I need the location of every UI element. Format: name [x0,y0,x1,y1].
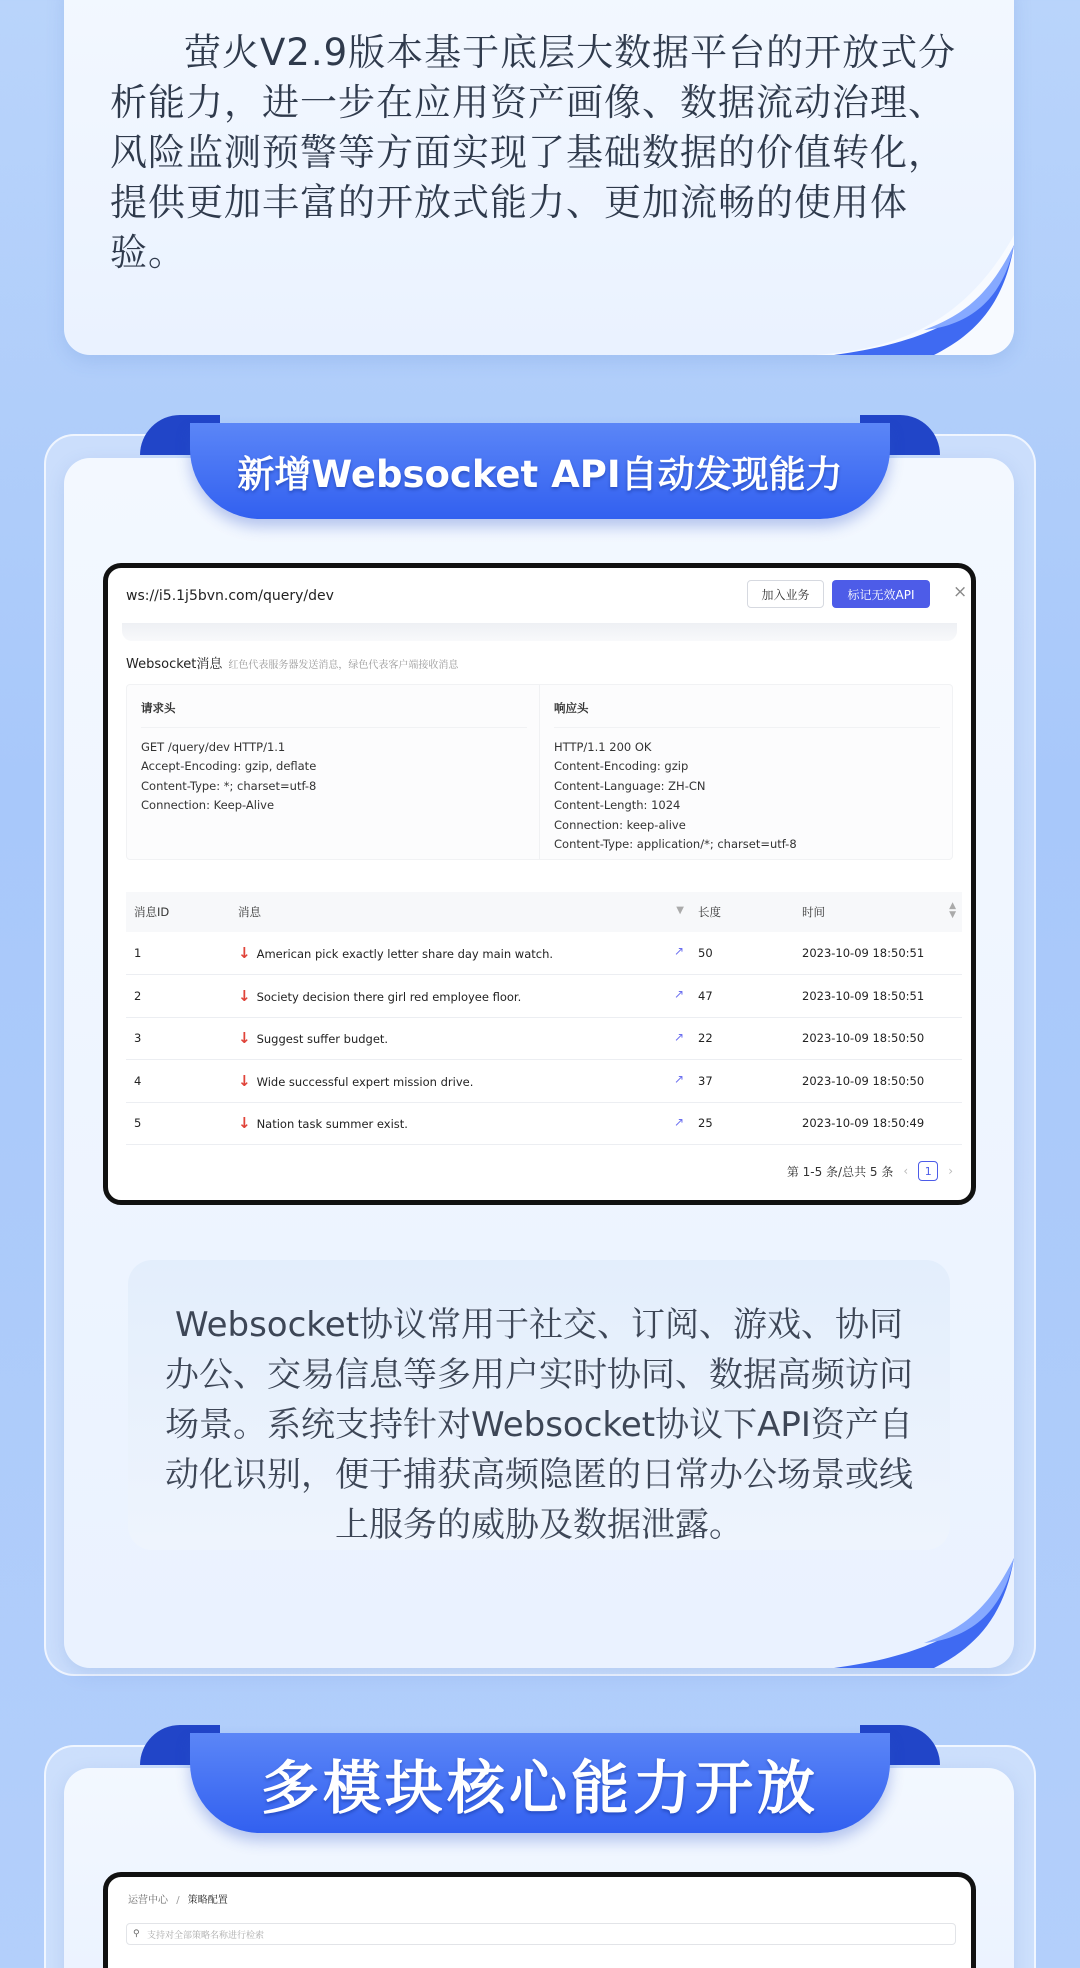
description-text: Websocket协议常用于社交、订阅、游戏、协同办公、交易信息等多用户实时协同、数据高频访问场景。系统支持针对Websocket协议下API资产自动化识别，便于捕获高频隐匿的日常办公场景或线上服务的威胁及数据泄露。 [165,1305,913,1545]
row-message [230,975,690,1018]
section1-ribbon [130,415,950,519]
pagination-summary: 第 1-5 条/总共 5 条 [786,1164,894,1179]
response-header-line: Content-Type: application/*; charset=utf-8 [554,837,797,851]
col-header-message[interactable] [230,892,690,932]
row-message-text: Wide successful expert mission drive. [256,1074,474,1089]
open-external-icon[interactable]: ↗ [673,987,684,1001]
row-time: 2023-10-09 18:50:51 [794,975,962,1018]
table-row[interactable] [126,1060,962,1103]
sort-icon[interactable]: ▲ ▼ [949,901,956,920]
request-headers-title: 请求头 [141,699,527,728]
section1-title: 新增Websocket API自动发现能力 [237,453,843,496]
page-curl-decoration [814,1548,1014,1668]
row-id: 2 [126,975,230,1018]
col-header-length: 长度 [690,892,794,932]
col-header-message-label: 消息 [238,905,261,919]
open-external-icon[interactable]: ↗ [673,1114,684,1129]
row-time: 2023-10-09 18:50:51 [794,932,962,975]
ws-messages-hint: 红色代表服务器发送消息，绿色代表客户端接收消息 [228,660,459,671]
divider [122,623,957,641]
response-header-line: Content-Length: 1024 [554,798,681,812]
row-message-text: Society decision there girl red employee floor. [256,989,522,1004]
arrow-down-icon: ↓ [238,1071,251,1090]
url-bar [108,568,971,623]
request-header-line: Content-Type: *; charset=utf-8 [141,778,317,793]
row-length: 25 [690,1102,794,1145]
description-box [128,1260,950,1550]
row-length: 50 [690,932,794,975]
filter-icon[interactable]: ▼ [676,905,684,916]
col-header-id: 消息ID [126,892,230,932]
row-time: 2023-10-09 18:50:50 [794,1060,962,1103]
row-time: 2023-10-09 18:50:50 [794,1017,962,1060]
response-header-line: Connection: keep-alive [554,817,686,832]
row-length: 47 [690,975,794,1018]
arrow-down-icon: ↓ [238,944,251,962]
policy-config-panel [103,1872,976,1968]
col-header-time-label: 时间 [802,905,825,919]
request-header-line: Connection: Keep-Alive [141,798,275,812]
add-to-business-button[interactable]: 加入业务 [747,580,824,608]
search-icon: ⚲ [133,1929,140,1939]
row-message-text: Suggest suffer budget. [256,1032,389,1047]
row-message [230,932,690,975]
request-header-line: Accept-Encoding: gzip, deflate [141,759,317,773]
table-row[interactable] [126,1102,962,1145]
open-external-icon[interactable]: ↗ [673,1072,684,1086]
table-row[interactable] [126,1017,962,1060]
next-page-icon[interactable]: › [948,1164,953,1178]
response-header-line: Content-Encoding: gzip [554,759,689,773]
row-message [230,1102,690,1145]
section2-title: 多模块核心能力开放 [260,1754,819,1822]
pagination [108,1145,971,1197]
row-id: 4 [126,1060,230,1103]
breadcrumb-current: 策略配置 [187,1895,228,1906]
mark-invalid-api-button[interactable]: 标记无效API [832,580,930,608]
headers-box [126,684,953,860]
table-row[interactable] [126,975,962,1018]
arrow-down-icon: ↓ [238,1029,251,1048]
row-length: 37 [690,1060,794,1103]
arrow-down-icon: ↓ [238,986,251,1005]
ws-messages-label: Websocket消息 [126,657,223,672]
row-id: 3 [126,1017,230,1060]
row-message [230,1060,690,1103]
row-message-text: American pick exactly letter share day main watch. [256,947,554,961]
arrow-down-icon: ↓ [238,1114,251,1133]
messages-table [126,892,962,1145]
response-header-line: Content-Language: ZH-CN [554,778,706,793]
row-length: 22 [690,1017,794,1060]
search-placeholder: 支持对全部策略名称进行检索 [147,1930,265,1941]
open-external-icon[interactable]: ↗ [673,944,684,958]
col-header-time[interactable] [794,892,962,932]
breadcrumb-parent[interactable]: 运营中心 [128,1895,168,1906]
request-header-line: GET /query/dev HTTP/1.1 [141,739,286,754]
policy-search-input[interactable] [126,1923,956,1945]
websocket-detail-panel [103,563,976,1205]
breadcrumb [128,1891,228,1906]
breadcrumb-separator: / [176,1895,180,1906]
response-header-line: HTTP/1.1 200 OK [554,739,652,754]
ws-url: ws://i5.1j5bvn.com/query/dev [126,587,334,604]
page-number-button[interactable]: 1 [918,1161,938,1181]
intro-text: 萤火V2.9版本基于底层大数据平台的开放式分析能力，进一步在应用资产画像、数据流动治理、风险监测预警等方面实现了基础数据的价值转化，提供更加丰富的开放式能力、更加流畅的使用体验。 [110,31,957,274]
row-message [230,1017,690,1060]
row-message-text: Nation task summer exist. [256,1117,408,1132]
table-header-row [126,892,962,932]
row-id: 1 [126,932,230,975]
open-external-icon[interactable]: ↗ [673,1029,684,1044]
prev-page-icon[interactable]: ‹ [903,1164,909,1178]
section2-ribbon [130,1725,950,1833]
response-headers [539,685,952,859]
request-headers [127,685,539,859]
ws-messages-title [126,653,971,672]
row-id: 5 [126,1102,230,1145]
close-icon[interactable]: × [953,582,968,602]
table-row[interactable] [126,932,962,975]
row-time: 2023-10-09 18:50:49 [794,1102,962,1145]
response-headers-title: 响应头 [554,699,940,728]
